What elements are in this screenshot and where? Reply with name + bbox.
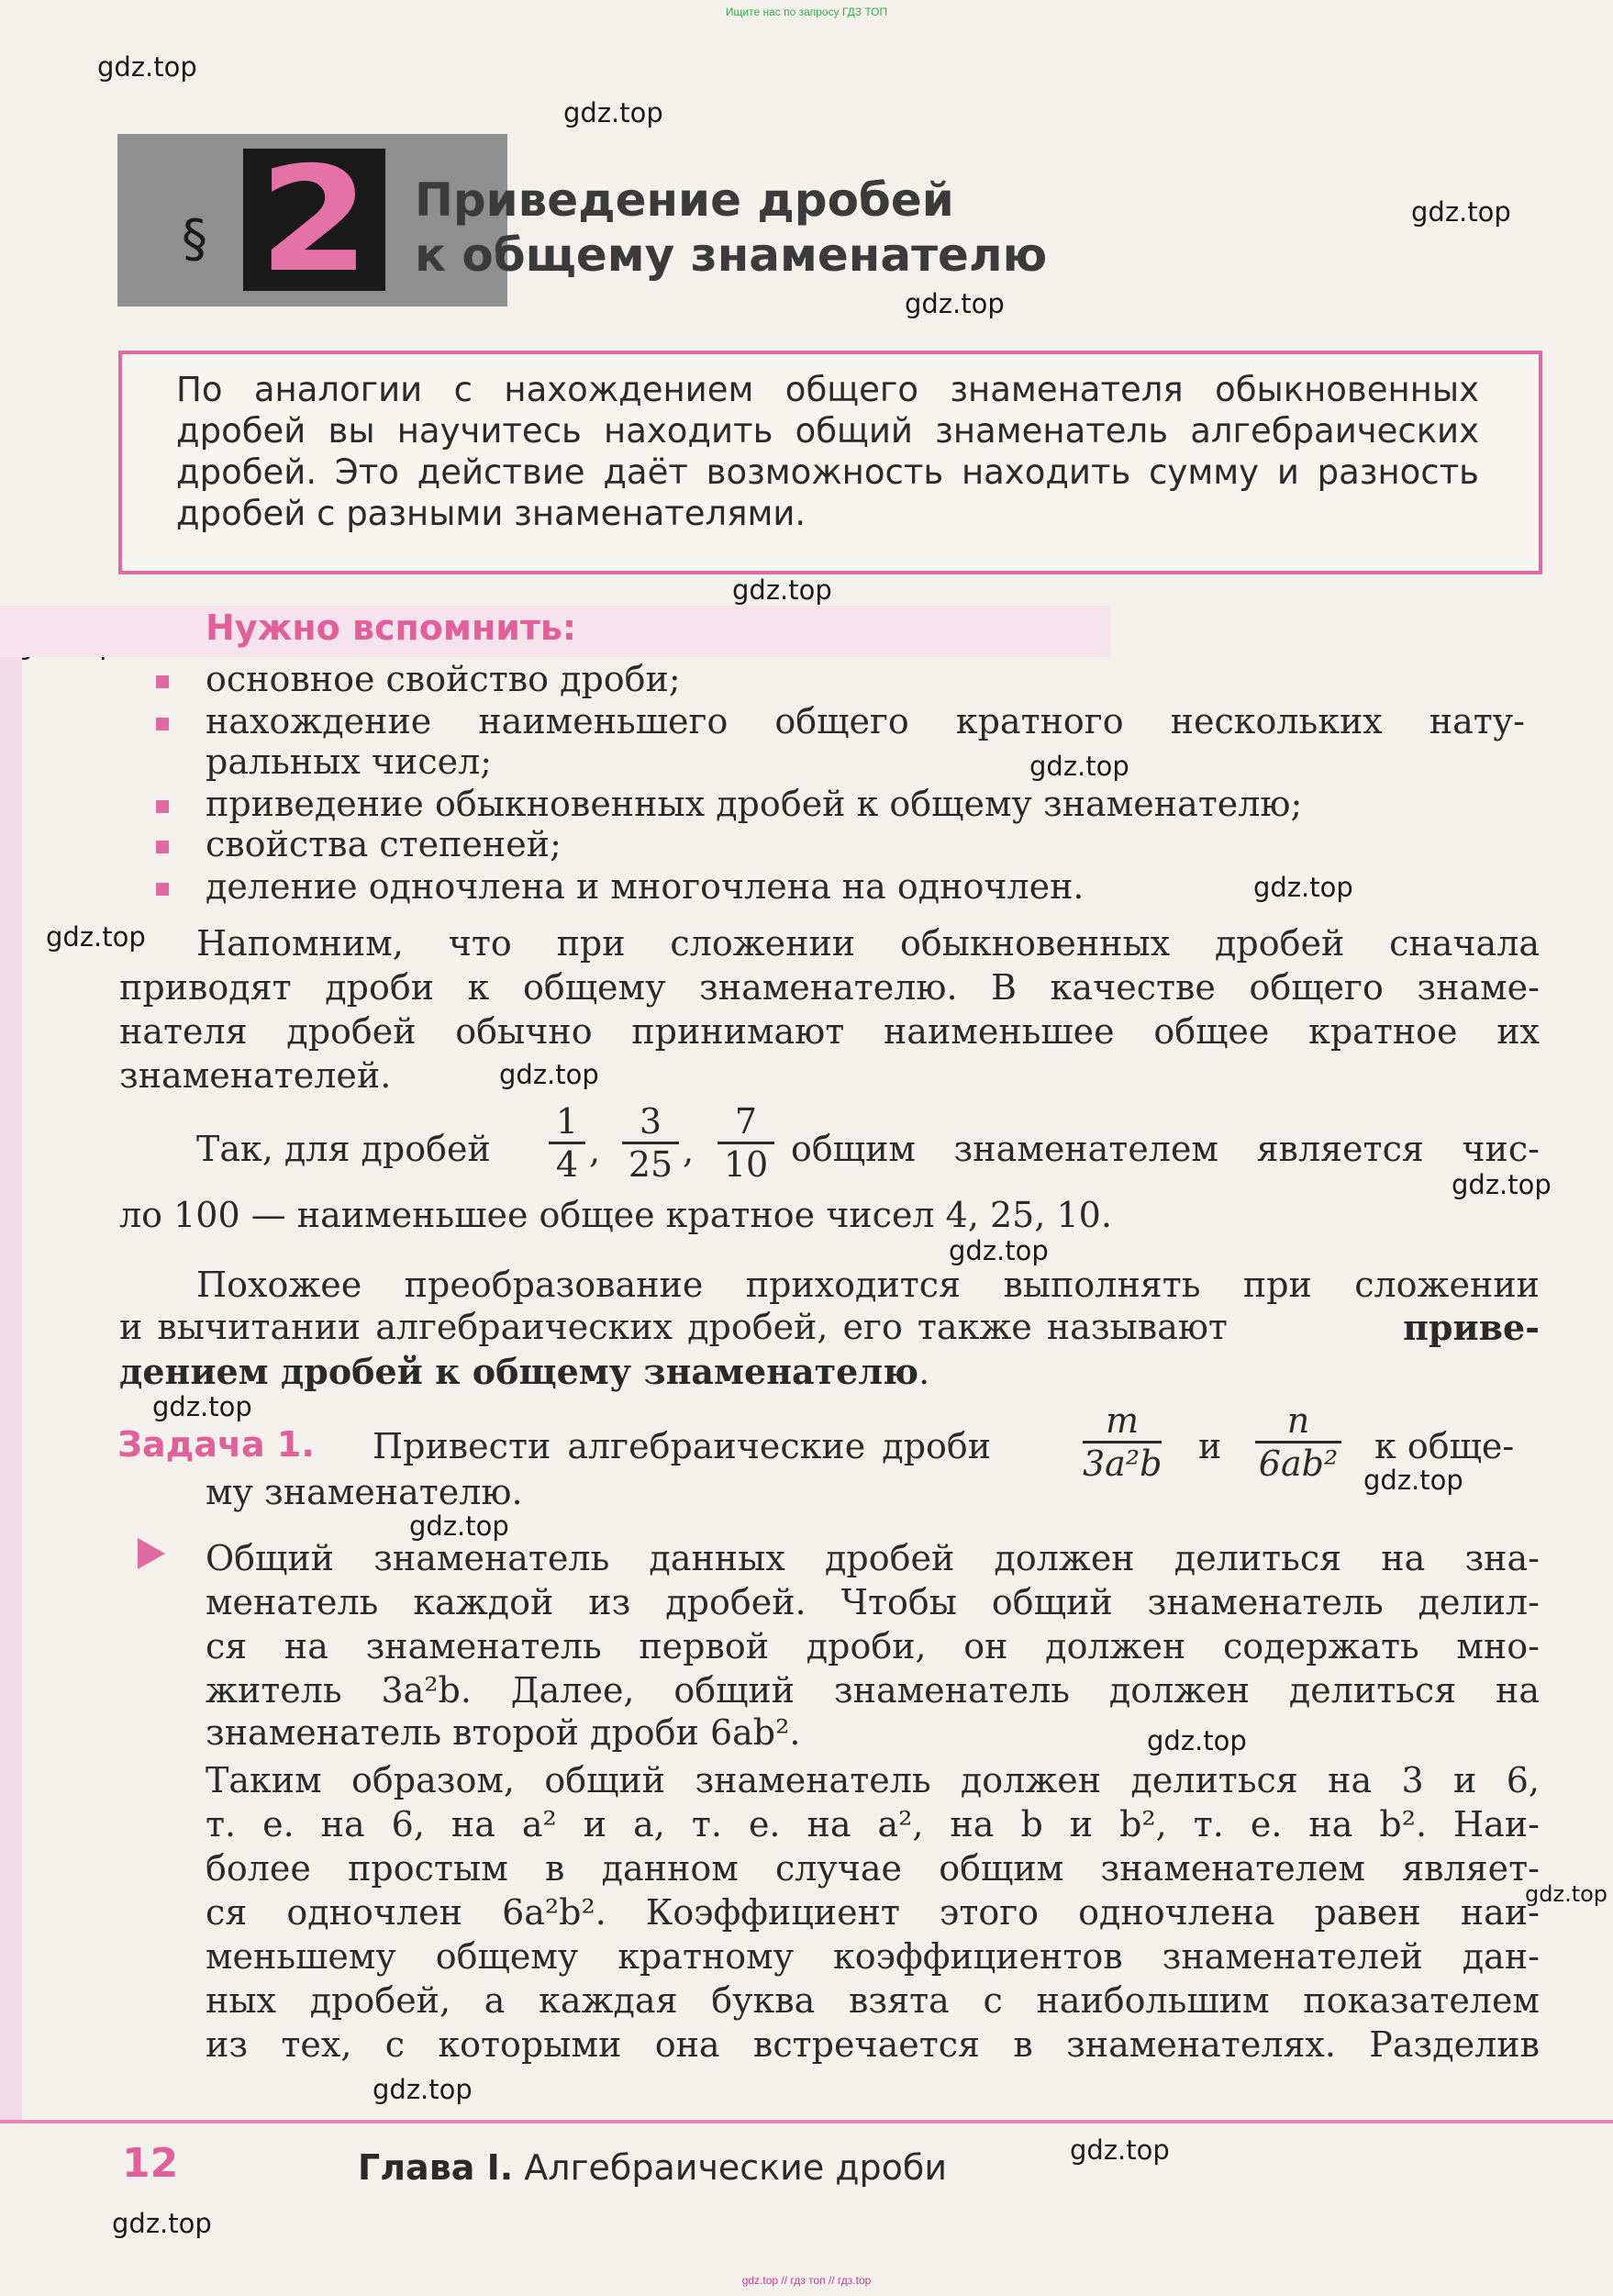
solution-line: из тех, с которыми она встречается в знаменателях. Разделив [206,2024,1540,2065]
fraction-7-10: $\frac{7}{10}$ [718,1101,774,1185]
watermark: gdz.top [1525,1881,1608,1907]
bottom-note: gdz.top // гдз топ // гдз.top [741,2274,872,2287]
bullet-icon [156,800,169,813]
watermark: gdz.top [563,97,663,128]
chapter-title [358,2147,947,2188]
task-and: и [1198,1426,1222,1466]
comma: , [589,1131,601,1171]
para3-line2 [119,1307,1540,1348]
watermark: gdz.top [409,1510,509,1542]
para1-line: знаменателей. [119,1055,392,1096]
solution-line: более простым в данном случае общим знаменателем являет- [206,1848,1540,1889]
section-title [415,173,1047,283]
watermark: gdz.top [152,1391,252,1422]
watermark: gdz.top [112,2208,212,2239]
watermark: gdz.top [373,2074,473,2105]
section-title-line2: к общему знаменателю [415,228,1048,282]
solution-line: ных дробей, а каждая буква взята с наибольшим показателем [206,1980,1540,2021]
recall-item: приведение обыкновенных дробей к общему знаменателю; [206,784,1303,824]
watermark: gdz.top [97,51,197,83]
task-label: Задача 1. [117,1424,315,1465]
para1-line: Напомним, что при сложении обыкновенных дробей сначала [196,923,1540,964]
para1-line: приводят дроби к общему знаменателю. В качестве общего знаме- [119,967,1540,1008]
recall-item: свойства степеней; [206,824,562,864]
para1-line: нателя дробей обычно принимают наименьшее общее кратное их [119,1011,1540,1052]
watermark: gdz.top [1452,1169,1552,1200]
recall-item: основное свойство дроби; [206,659,681,699]
recall-item: деление одночлена и многочлена на одночлен. [206,866,1085,907]
watermark: gdz.top [499,1059,599,1090]
solution-line: житель 3a²b. Далее, общий знаменатель должен делиться на [206,1670,1540,1711]
watermark: gdz.top [1070,2134,1170,2166]
bullet-icon [156,718,169,730]
bullet-icon [156,883,169,896]
watermark: gdz.top [732,574,832,606]
section-title-line1: Приведение дробей [415,173,954,227]
watermark: gdz.top [949,1235,1049,1266]
solution-line: Таким образом, общий знаменатель должен делиться на 3 и 6, [206,1760,1540,1800]
solution-line: знаменатель второй дроби 6ab². [206,1712,801,1753]
para3-line1: Похожее преобразование приходится выполнять при сложении [196,1265,1540,1305]
left-margin-band [0,606,22,2120]
solution-line: ся на знаменатель первой дроби, он должен содержать мно- [206,1626,1540,1666]
section-sign: § [182,209,207,269]
solution-marker-icon [138,1538,165,1569]
page-number: 12 [122,2140,179,2187]
watermark: gdz.top [1363,1465,1463,1496]
comma: , [683,1131,695,1171]
chapter-label: Глава I. [358,2147,514,2188]
solution-line: ся одночлен 6a²b². Коэффициент этого одночлена равен наи- [206,1892,1540,1933]
solution-line: т. е. на 6, на a² и a, т. е. на a², на b и b², т. е. на b². Наи- [206,1804,1540,1845]
section-number: 2 [259,136,370,305]
para3-line2-text: и вычитании алгебраических дробей, его также называют [119,1307,1228,1347]
para3-bold-term: дением дробей к общему знаменателю [119,1351,919,1392]
fraction-3-25: $\frac{3}{25}$ [622,1101,679,1185]
para2-prefix: Так, для дробей [196,1129,491,1169]
top-note: Ищите нас по запросу ГДЗ ТОП [725,6,888,18]
footer-divider [0,2120,1613,2123]
para3-line3: дением дробей к общему знаменателю. [119,1351,930,1392]
recall-item: ральных чисел; [206,741,493,782]
solution-line: Общий знаменатель данных дробей должен делиться на зна- [206,1538,1540,1578]
watermark: gdz.top [905,288,1005,319]
para2-line2: ло 100 — наименьшее общее кратное чисел 4, 25, 10. [119,1195,1112,1235]
watermark: gdz.top [1253,872,1353,903]
bullet-icon [156,675,169,688]
recall-title: Нужно вспомнить: [206,607,577,648]
task-line2: му знаменателю. [206,1472,523,1512]
watermark: gdz.top [1411,196,1511,228]
bullet-icon [156,841,169,853]
chapter-name: Алгебраические дроби [524,2147,948,2188]
solution-line: меньшему общему кратному коэффициентов знаменателей дан- [206,1936,1540,1977]
recall-item: нахождение наименьшего общего кратного нескольких нату- [206,701,1525,741]
fraction-n: $\frac{n}{\text{6ab²}}$ [1255,1400,1341,1484]
para3-bold-term: приве- [1403,1307,1540,1348]
task-text: к обще- [1374,1426,1515,1466]
fraction-1-4: $\frac{1}{4}$ [549,1101,585,1185]
task-text: Привести алгебраические дроби [373,1426,992,1466]
fraction-m: $\frac{m}{\text{3a²b}}$ [1083,1400,1162,1484]
intro-text: По аналогии с нахождением общего знаменателя обыкновенных дробей вы научитесь находить общий знаменатель алгебраических дробей. Это действие даёт возможность находить сумму и разность дробей с разными знаменателями. [176,370,1479,533]
solution-line: менатель каждой из дробей. Чтобы общий знаменатель делил- [206,1582,1540,1622]
watermark: gdz.top [1147,1725,1247,1756]
watermark: gdz.top [1029,751,1129,782]
watermark: gdz.top [46,921,146,953]
para2-suffix: общим знаменателем является чис- [791,1129,1540,1169]
